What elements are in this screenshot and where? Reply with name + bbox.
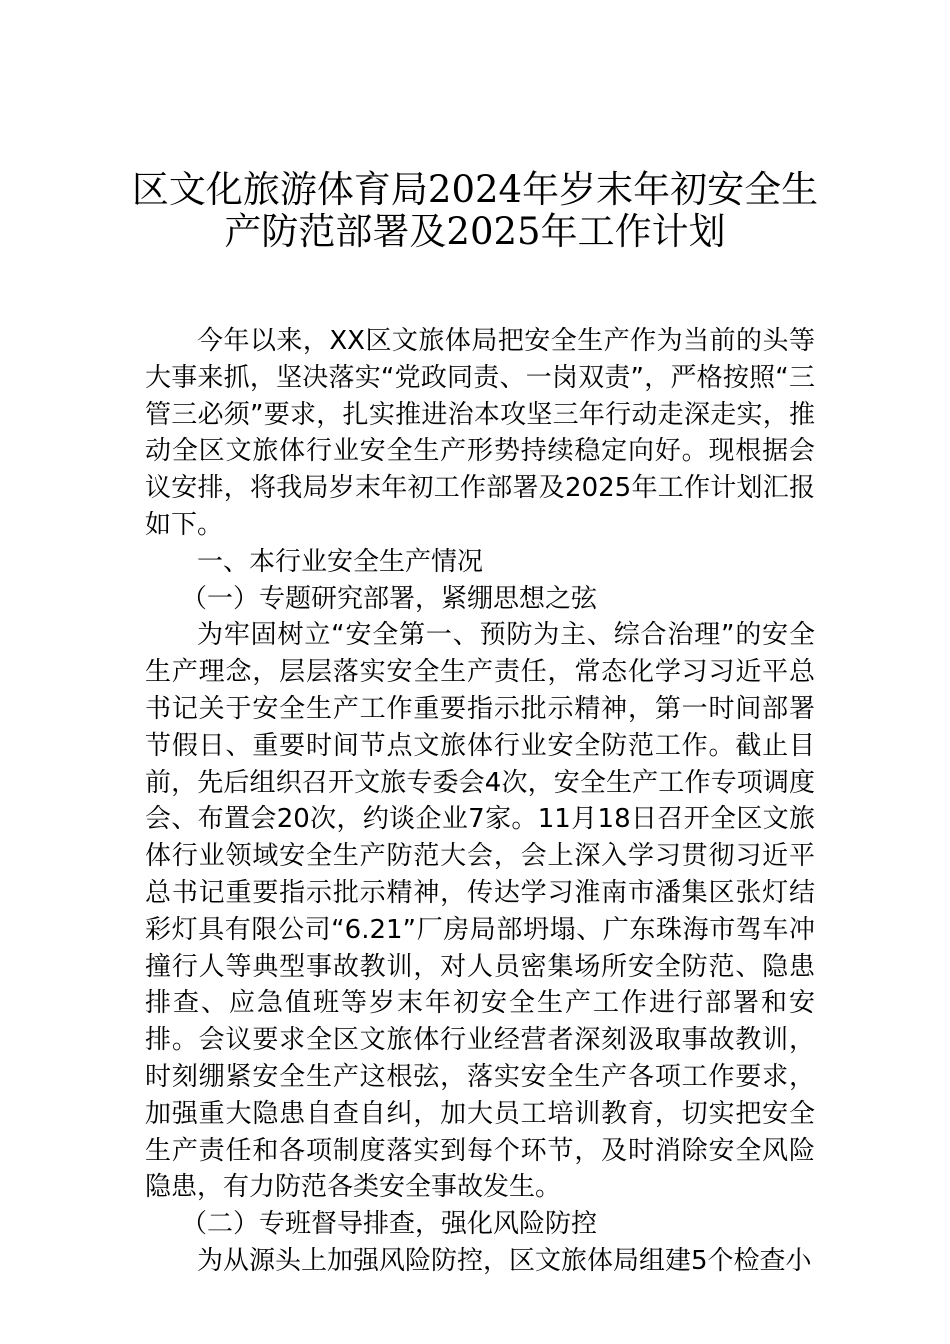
document-title-line-1: 区文化旅游体育局2024年岁末年初安全生 xyxy=(131,168,819,211)
intro-paragraph: 今年以来，XX区文旅体局把安全生产作为当前的头等大事来抓，坚决落实“党政同责、一岗双责”，严格按照“三管三必须”要求，扎实推进治本攻坚三年行动走深走实，推动全区文旅体行业安全生产形势持续稳定向好。现根据会议安排，将我局岁末年初工作部署及2025年工作计划汇报如下。 xyxy=(145,326,815,540)
subsection-heading: （一）专题研究部署，紧绷思想之弦 xyxy=(181,583,598,614)
subsection-heading: （二）专班督导排查，强化风险防控 xyxy=(181,1209,598,1240)
body-paragraph: 为牢固树立“安全第一、预防为主、综合治理”的安全生产理念，层层落实安全生产责任，常态化学习习近平总书记关于安全生产工作重要指示批示精神，第一时间部署节假日、重要时间节点文旅体行业安全防范工作。截止目前，先后组织召开文旅专委会4次，安全生产工作专项调度会、布置会20次，约谈企业7家。11月18日召开全区文旅体行业领域安全生产防范大会，会上深入学习贯彻习近平总书记重要指示批示精神，传达学习淮南市潘集区张灯结彩灯具有限公司“6.21”厂房局部坍塌、广东珠海市驾车冲撞行人等典型事故教训，对人员密集场所安全防范、隐患排查、应急值班等岁末年初安全生产工作进行部署和安排。会议要求全区文旅体行业经营者深刻汲取事故教训，时刻绷紧安全生产这根弦，落实安全生产各项工作要求，加强重大隐患自查自纠，加大员工培训教育，切实把安全生产责任和各项制度落实到每个环节，及时消除安全风险隐患，有力防范各类安全事故发生。 xyxy=(145,620,815,1203)
section-heading: 一、本行业安全生产情况 xyxy=(197,546,484,577)
document-title-line-2: 产防范部署及2025年工作计划 xyxy=(224,210,726,253)
document-body xyxy=(145,323,815,1280)
body-paragraph: 为从源头上加强风险防控，区文旅体局组建5个检查小 xyxy=(197,1245,812,1276)
